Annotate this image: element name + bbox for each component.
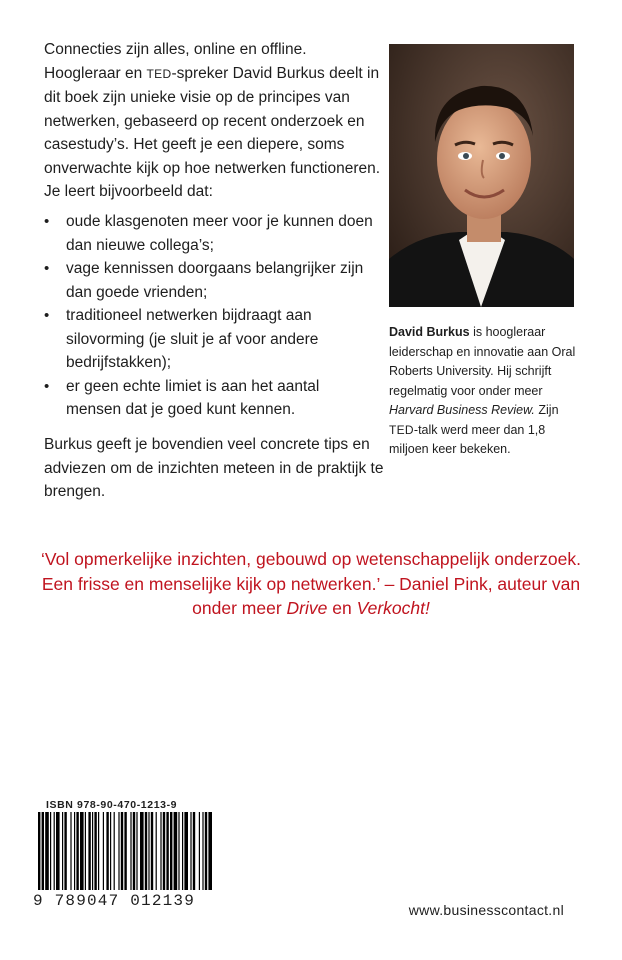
quote-and: en	[327, 598, 357, 618]
bio-text-2: Zijn	[534, 403, 559, 417]
barcode	[36, 812, 212, 892]
intro-line-1: Connecties zijn alles, online en offline.	[44, 41, 307, 58]
intro-pre-ted: Hoogleraar en	[44, 64, 147, 82]
bullet-item: • er geen echte limiet is aan het aantal mensen dat je goed kunt kennen.	[44, 375, 374, 422]
author-photo	[389, 44, 574, 307]
bio-publication: Harvard Business Review.	[389, 403, 535, 417]
quote-book-1: Drive	[286, 598, 328, 618]
intro-body: -spreker David Burkus deelt in dit boek zijn unieke visie op de principes van netwerken, gebaseerd op recent onderzoek en casestudy’s. Het geeft je een diepere, soms onverwachte kijk op hoe netwerken functioneren. Je leert bijvoorbeeld dat:	[44, 64, 381, 200]
bullet-item: • traditioneel netwerken bijdraagt aan silovorming (je sluit je af voor andere bedrijfstakken);	[44, 304, 374, 375]
isbn-label: ISBN 978-90-470-1213-9	[46, 799, 178, 811]
author-name: David Burkus	[389, 325, 470, 339]
author-bio	[389, 323, 585, 460]
publisher-website: www.businesscontact.nl	[408, 902, 564, 918]
author-portrait-image	[389, 44, 574, 307]
bio-ted: TED	[389, 422, 414, 437]
intro-paragraph	[44, 38, 384, 204]
bullet-list	[44, 210, 374, 422]
bio-text-3: -talk werd meer dan 1,8 miljoen keer bekeken.	[389, 422, 546, 456]
bio-text-1: is hoogleraar leiderschap en innovatie aan Oral Roberts University. Hij schrijft regelmatig voor onder meer	[389, 325, 576, 398]
bullet-item: • vage kennissen doorgaans belangrijker zijn dan goede vrienden;	[44, 257, 374, 304]
quote-book-2: Verkocht!	[356, 598, 430, 618]
outro-paragraph: Burkus geeft je bovendien veel concrete tips en adviezen om de inzichten meteen in de praktijk te brengen.	[44, 436, 384, 500]
bullet-item: • oude klasgenoten meer voor je kunnen doen dan nieuwe collega’s;	[44, 210, 374, 257]
quote-text: ‘Vol opmerkelijke inzichten, gebouwd op wetenschappelijk onderzoek. Een frisse en menselijke kijk op netwerken.’ – Daniel Pink, auteur van onder meer	[41, 549, 581, 618]
endorsement-quote	[40, 547, 582, 621]
ean-number: 9 789047 012139	[33, 892, 196, 910]
intro-ted: TED	[146, 66, 172, 81]
